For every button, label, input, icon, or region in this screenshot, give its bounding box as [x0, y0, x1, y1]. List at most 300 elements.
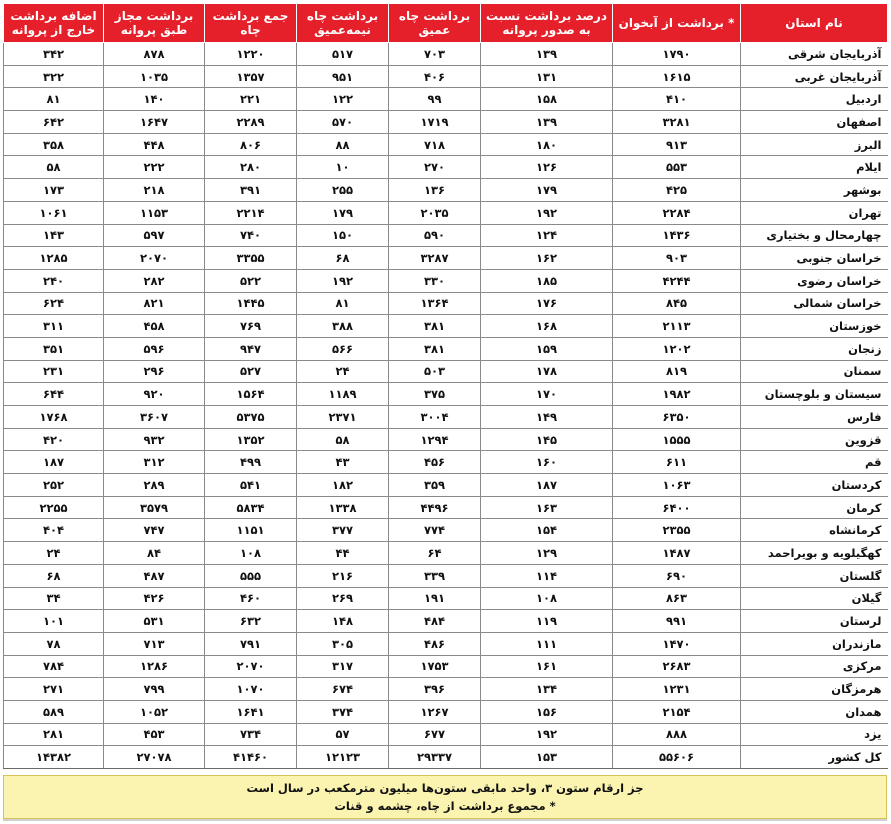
total-well-cell: ۷۶۹ — [205, 315, 297, 338]
water-withdrawal-table — [3, 3, 888, 769]
excess-cell: ۳۴۲ — [4, 43, 104, 66]
percent-cell: ۱۲۴ — [481, 224, 613, 247]
excess-cell: ۱۴۳ — [4, 224, 104, 247]
province-cell: خراسان شمالی — [741, 292, 888, 315]
total-well-cell: ۱۴۴۵ — [205, 292, 297, 315]
table-row — [4, 43, 888, 66]
table-row — [4, 133, 888, 156]
total-well-cell: ۱۲۲۰ — [205, 43, 297, 66]
total-well-cell: ۱۳۵۲ — [205, 428, 297, 451]
semi-deep-well-cell: ۱۹۲ — [297, 269, 389, 292]
excess-cell: ۲۷۱ — [4, 678, 104, 701]
percent-cell: ۱۶۳ — [481, 496, 613, 519]
excess-cell: ۲۸۱ — [4, 723, 104, 746]
percent-cell: ۱۹۲ — [481, 723, 613, 746]
province-cell: خراسان رضوی — [741, 269, 888, 292]
permitted-cell: ۵۳۱ — [104, 610, 205, 633]
table-row — [4, 179, 888, 202]
aquifer-cell: ۳۲۸۱ — [613, 111, 741, 134]
deep-well-cell: ۴۰۶ — [389, 65, 481, 88]
table-row — [4, 315, 888, 338]
aquifer-cell: ۱۷۹۰ — [613, 43, 741, 66]
aquifer-cell: ۲۱۱۳ — [613, 315, 741, 338]
permitted-cell: ۱۲۸۶ — [104, 655, 205, 678]
total-well-cell: ۵۳۷۵ — [205, 406, 297, 429]
province-cell: هرمزگان — [741, 678, 888, 701]
permitted-cell: ۱۶۴۷ — [104, 111, 205, 134]
excess-cell: ۱۷۶۸ — [4, 406, 104, 429]
header-permitted-withdrawal: برداشت مجاز طبق پروانه — [104, 4, 205, 43]
table-row — [4, 428, 888, 451]
total-well-cell: ۱۱۵۱ — [205, 519, 297, 542]
excess-cell: ۲۲۵۵ — [4, 496, 104, 519]
province-cell: خوزستان — [741, 315, 888, 338]
header-row — [4, 4, 888, 43]
header-percent-of-permit: درصد برداشت نسبت به صدور پروانه — [481, 4, 613, 43]
table-row — [4, 496, 888, 519]
deep-well-cell: ۳۲۸۷ — [389, 247, 481, 270]
table-row — [4, 678, 888, 701]
semi-deep-well-cell: ۵۷ — [297, 723, 389, 746]
header-semi-deep-well: برداشت چاه نیمه‌عمیق — [297, 4, 389, 43]
aquifer-cell: ۱۵۵۵ — [613, 428, 741, 451]
percent-cell: ۱۵۹ — [481, 337, 613, 360]
percent-cell: ۱۷۰ — [481, 383, 613, 406]
header-province: نام استان — [741, 4, 888, 43]
permitted-cell: ۲۲۲ — [104, 156, 205, 179]
total-well-cell: ۵۴۱ — [205, 474, 297, 497]
percent-cell: ۱۴۹ — [481, 406, 613, 429]
total-well-cell: ۳۹۱ — [205, 179, 297, 202]
semi-deep-well-cell: ۴۳ — [297, 451, 389, 474]
percent-cell: ۱۶۲ — [481, 247, 613, 270]
footnote-units: جز ارقام ستون ۳، واحد مابقی ستون‌ها میلیون مترمکعب در سال است — [246, 781, 644, 795]
permitted-cell: ۲۸۲ — [104, 269, 205, 292]
aquifer-cell: ۶۳۵۰ — [613, 406, 741, 429]
province-cell: زنجان — [741, 337, 888, 360]
water-withdrawal-table-wrapper — [3, 3, 887, 769]
percent-cell: ۱۶۰ — [481, 451, 613, 474]
percent-cell: ۱۷۶ — [481, 292, 613, 315]
semi-deep-well-cell: ۱۸۲ — [297, 474, 389, 497]
province-cell: کرمانشاه — [741, 519, 888, 542]
table-row-total — [4, 746, 888, 769]
deep-well-cell: ۳۷۵ — [389, 383, 481, 406]
excess-cell: ۱۰۶۱ — [4, 201, 104, 224]
permitted-cell: ۳۵۷۹ — [104, 496, 205, 519]
semi-deep-well-cell: ۵۶۶ — [297, 337, 389, 360]
table-row — [4, 723, 888, 746]
total-well-cell: ۸۰۶ — [205, 133, 297, 156]
province-cell: قم — [741, 451, 888, 474]
aquifer-cell: ۴۱۰ — [613, 88, 741, 111]
province-cell: لرستان — [741, 610, 888, 633]
excess-cell: ۶۴۴ — [4, 383, 104, 406]
footnote-asterisk: * مجموع برداشت از چاه، چشمه و قنات — [334, 799, 556, 813]
aquifer-cell: ۸۸۸ — [613, 723, 741, 746]
total-well-cell: ۲۸۰ — [205, 156, 297, 179]
aquifer-cell: ۹۰۳ — [613, 247, 741, 270]
permitted-cell: ۲۷۰۷۸ — [104, 746, 205, 769]
excess-cell: ۳۱۱ — [4, 315, 104, 338]
deep-well-cell: ۳۰۰۴ — [389, 406, 481, 429]
table-row — [4, 610, 888, 633]
semi-deep-well-cell: ۱۷۹ — [297, 201, 389, 224]
province-cell: آذربایجان شرقی — [741, 43, 888, 66]
province-cell: گلستان — [741, 564, 888, 587]
table-row — [4, 655, 888, 678]
table-row — [4, 383, 888, 406]
table-row — [4, 65, 888, 88]
semi-deep-well-cell: ۵۱۷ — [297, 43, 389, 66]
deep-well-cell: ۶۷۷ — [389, 723, 481, 746]
semi-deep-well-cell: ۶۷۴ — [297, 678, 389, 701]
aquifer-cell: ۱۲۳۱ — [613, 678, 741, 701]
permitted-cell: ۱۰۳۵ — [104, 65, 205, 88]
permitted-cell: ۱۴۰ — [104, 88, 205, 111]
excess-cell: ۲۵۲ — [4, 474, 104, 497]
percent-cell: ۱۲۶ — [481, 156, 613, 179]
permitted-cell: ۳۶۰۷ — [104, 406, 205, 429]
excess-cell: ۸۱ — [4, 88, 104, 111]
percent-cell: ۱۷۹ — [481, 179, 613, 202]
aquifer-cell: ۱۹۸۲ — [613, 383, 741, 406]
percent-cell: ۱۷۸ — [481, 360, 613, 383]
excess-cell: ۱۲۸۵ — [4, 247, 104, 270]
permitted-cell: ۴۴۸ — [104, 133, 205, 156]
deep-well-cell: ۷۷۴ — [389, 519, 481, 542]
province-cell: سمنان — [741, 360, 888, 383]
percent-cell: ۱۱۹ — [481, 610, 613, 633]
province-cell: سیستان و بلوچستان — [741, 383, 888, 406]
semi-deep-well-cell: ۲۴ — [297, 360, 389, 383]
percent-cell: ۱۵۴ — [481, 519, 613, 542]
percent-cell: ۱۳۹ — [481, 43, 613, 66]
total-well-cell: ۴۹۹ — [205, 451, 297, 474]
table-row — [4, 587, 888, 610]
table-row — [4, 360, 888, 383]
percent-cell: ۱۳۹ — [481, 111, 613, 134]
permitted-cell: ۴۸۷ — [104, 564, 205, 587]
total-well-cell: ۱۰۷۰ — [205, 678, 297, 701]
table-row — [4, 247, 888, 270]
permitted-cell: ۴۲۶ — [104, 587, 205, 610]
aquifer-cell: ۱۴۳۶ — [613, 224, 741, 247]
excess-cell: ۱۷۳ — [4, 179, 104, 202]
semi-deep-well-cell: ۶۸ — [297, 247, 389, 270]
permitted-cell: ۴۵۳ — [104, 723, 205, 746]
total-well-cell: ۱۰۸ — [205, 542, 297, 565]
deep-well-cell: ۴۸۴ — [389, 610, 481, 633]
semi-deep-well-cell: ۲۳۷۱ — [297, 406, 389, 429]
province-cell: اصفهان — [741, 111, 888, 134]
permitted-cell: ۸۴ — [104, 542, 205, 565]
percent-cell: ۱۸۵ — [481, 269, 613, 292]
permitted-cell: ۱۰۵۲ — [104, 700, 205, 723]
aquifer-cell: ۲۳۵۵ — [613, 519, 741, 542]
aquifer-cell: ۵۵۶۰۶ — [613, 746, 741, 769]
aquifer-cell: ۸۴۵ — [613, 292, 741, 315]
deep-well-cell: ۱۹۱ — [389, 587, 481, 610]
total-well-cell: ۲۰۷۰ — [205, 655, 297, 678]
excess-cell: ۶۴۲ — [4, 111, 104, 134]
deep-well-cell: ۳۸۱ — [389, 315, 481, 338]
province-cell: ایلام — [741, 156, 888, 179]
permitted-cell: ۷۴۷ — [104, 519, 205, 542]
aquifer-cell: ۵۵۳ — [613, 156, 741, 179]
percent-cell: ۱۱۱ — [481, 632, 613, 655]
province-cell: چهارمحال و بختیاری — [741, 224, 888, 247]
semi-deep-well-cell: ۴۴ — [297, 542, 389, 565]
semi-deep-well-cell: ۹۵۱ — [297, 65, 389, 88]
semi-deep-well-cell: ۱۵۰ — [297, 224, 389, 247]
excess-cell: ۱۴۳۸۲ — [4, 746, 104, 769]
province-cell: قزوین — [741, 428, 888, 451]
semi-deep-well-cell: ۳۸۸ — [297, 315, 389, 338]
total-well-cell: ۵۲۷ — [205, 360, 297, 383]
permitted-cell: ۲۱۸ — [104, 179, 205, 202]
province-cell: کهگیلویه و بویراحمد — [741, 542, 888, 565]
header-excess-withdrawal: اضافه برداشت خارج از پروانه — [4, 4, 104, 43]
semi-deep-well-cell: ۱۲۲ — [297, 88, 389, 111]
total-well-cell: ۱۶۴۱ — [205, 700, 297, 723]
total-well-cell: ۶۳۲ — [205, 610, 297, 633]
total-well-cell: ۴۶۰ — [205, 587, 297, 610]
excess-cell: ۲۴ — [4, 542, 104, 565]
total-well-cell: ۲۲۱ — [205, 88, 297, 111]
total-well-cell: ۵۸۳۴ — [205, 496, 297, 519]
semi-deep-well-cell: ۲۵۵ — [297, 179, 389, 202]
province-cell: همدان — [741, 700, 888, 723]
deep-well-cell: ۵۹۰ — [389, 224, 481, 247]
bottom-divider — [3, 819, 887, 821]
table-row — [4, 292, 888, 315]
deep-well-cell: ۱۲۹۴ — [389, 428, 481, 451]
table-row — [4, 269, 888, 292]
semi-deep-well-cell: ۱۰ — [297, 156, 389, 179]
semi-deep-well-cell: ۵۷۰ — [297, 111, 389, 134]
aquifer-cell: ۲۶۸۳ — [613, 655, 741, 678]
aquifer-cell: ۲۱۵۴ — [613, 700, 741, 723]
total-well-cell: ۷۹۱ — [205, 632, 297, 655]
permitted-cell: ۵۹۷ — [104, 224, 205, 247]
aquifer-cell: ۹۹۱ — [613, 610, 741, 633]
deep-well-cell: ۳۳۹ — [389, 564, 481, 587]
aquifer-cell: ۱۶۱۵ — [613, 65, 741, 88]
table-row — [4, 224, 888, 247]
table-body — [4, 43, 888, 769]
aquifer-cell: ۴۲۴۴ — [613, 269, 741, 292]
aquifer-cell: ۱۴۷۰ — [613, 632, 741, 655]
semi-deep-well-cell: ۱۴۸ — [297, 610, 389, 633]
footnote-box — [3, 775, 887, 819]
total-well-cell: ۱۳۵۷ — [205, 65, 297, 88]
aquifer-cell: ۹۱۳ — [613, 133, 741, 156]
excess-cell: ۲۴۰ — [4, 269, 104, 292]
aquifer-cell: ۶۱۱ — [613, 451, 741, 474]
semi-deep-well-cell: ۵۸ — [297, 428, 389, 451]
deep-well-cell: ۳۸۱ — [389, 337, 481, 360]
permitted-cell: ۵۹۶ — [104, 337, 205, 360]
province-cell: مازندران — [741, 632, 888, 655]
deep-well-cell: ۶۴ — [389, 542, 481, 565]
percent-cell: ۱۵۳ — [481, 746, 613, 769]
deep-well-cell: ۱۳۶ — [389, 179, 481, 202]
aquifer-cell: ۸۶۳ — [613, 587, 741, 610]
aquifer-cell: ۶۹۰ — [613, 564, 741, 587]
deep-well-cell: ۴۸۶ — [389, 632, 481, 655]
excess-cell: ۳۵۸ — [4, 133, 104, 156]
table-row — [4, 474, 888, 497]
percent-cell: ۱۳۴ — [481, 678, 613, 701]
permitted-cell: ۲۹۶ — [104, 360, 205, 383]
table-row — [4, 337, 888, 360]
header-deep-well: برداشت چاه عمیق — [389, 4, 481, 43]
province-cell: تهران — [741, 201, 888, 224]
table-row — [4, 88, 888, 111]
semi-deep-well-cell: ۱۱۸۹ — [297, 383, 389, 406]
semi-deep-well-cell: ۱۳۳۸ — [297, 496, 389, 519]
excess-cell: ۷۸ — [4, 632, 104, 655]
percent-cell: ۱۶۱ — [481, 655, 613, 678]
aquifer-cell: ۲۲۸۴ — [613, 201, 741, 224]
province-cell: فارس — [741, 406, 888, 429]
permitted-cell: ۳۱۲ — [104, 451, 205, 474]
province-cell: مرکزی — [741, 655, 888, 678]
excess-cell: ۶۸ — [4, 564, 104, 587]
excess-cell: ۵۸۹ — [4, 700, 104, 723]
semi-deep-well-cell: ۳۱۷ — [297, 655, 389, 678]
table-row — [4, 156, 888, 179]
percent-cell: ۱۰۸ — [481, 587, 613, 610]
table-row — [4, 632, 888, 655]
aquifer-cell: ۱۲۰۲ — [613, 337, 741, 360]
deep-well-cell: ۵۰۳ — [389, 360, 481, 383]
semi-deep-well-cell: ۳۷۷ — [297, 519, 389, 542]
excess-cell: ۷۸۴ — [4, 655, 104, 678]
province-cell: البرز — [741, 133, 888, 156]
total-well-cell: ۳۳۵۵ — [205, 247, 297, 270]
percent-cell: ۱۳۱ — [481, 65, 613, 88]
percent-cell: ۱۲۹ — [481, 542, 613, 565]
permitted-cell: ۷۹۹ — [104, 678, 205, 701]
permitted-cell: ۱۱۵۳ — [104, 201, 205, 224]
province-cell: اردبیل — [741, 88, 888, 111]
total-well-cell: ۲۲۸۹ — [205, 111, 297, 134]
total-well-cell: ۱۵۶۴ — [205, 383, 297, 406]
province-cell: کردستان — [741, 474, 888, 497]
province-cell: یزد — [741, 723, 888, 746]
percent-cell: ۱۸۷ — [481, 474, 613, 497]
deep-well-cell: ۱۲۶۷ — [389, 700, 481, 723]
deep-well-cell: ۴۵۶ — [389, 451, 481, 474]
deep-well-cell: ۹۹ — [389, 88, 481, 111]
semi-deep-well-cell: ۳۰۵ — [297, 632, 389, 655]
excess-cell: ۴۰۴ — [4, 519, 104, 542]
province-cell: خراسان جنوبی — [741, 247, 888, 270]
deep-well-cell: ۳۹۶ — [389, 678, 481, 701]
deep-well-cell: ۷۱۸ — [389, 133, 481, 156]
aquifer-cell: ۶۴۰۰ — [613, 496, 741, 519]
semi-deep-well-cell: ۱۲۱۲۳ — [297, 746, 389, 769]
total-well-cell: ۵۵۵ — [205, 564, 297, 587]
excess-cell: ۳۲۲ — [4, 65, 104, 88]
permitted-cell: ۹۲۰ — [104, 383, 205, 406]
permitted-cell: ۸۷۸ — [104, 43, 205, 66]
total-well-cell: ۲۲۱۴ — [205, 201, 297, 224]
permitted-cell: ۴۵۸ — [104, 315, 205, 338]
province-cell: بوشهر — [741, 179, 888, 202]
total-well-cell: ۹۴۷ — [205, 337, 297, 360]
deep-well-cell: ۱۷۱۹ — [389, 111, 481, 134]
deep-well-cell: ۷۰۳ — [389, 43, 481, 66]
table-row — [4, 406, 888, 429]
deep-well-cell: ۳۳۰ — [389, 269, 481, 292]
excess-cell: ۲۳۱ — [4, 360, 104, 383]
deep-well-cell: ۲۹۳۳۷ — [389, 746, 481, 769]
permitted-cell: ۲۸۹ — [104, 474, 205, 497]
header-aquifer-withdrawal: * برداشت از آبخوان — [613, 4, 741, 43]
percent-cell: ۱۸۰ — [481, 133, 613, 156]
deep-well-cell: ۴۴۹۶ — [389, 496, 481, 519]
table-row — [4, 201, 888, 224]
province-cell: کرمان — [741, 496, 888, 519]
percent-cell: ۱۱۴ — [481, 564, 613, 587]
deep-well-cell: ۲۷۰ — [389, 156, 481, 179]
percent-cell: ۱۶۸ — [481, 315, 613, 338]
excess-cell: ۶۲۴ — [4, 292, 104, 315]
total-well-cell: ۷۴۰ — [205, 224, 297, 247]
table-row — [4, 111, 888, 134]
semi-deep-well-cell: ۸۸ — [297, 133, 389, 156]
permitted-cell: ۷۱۳ — [104, 632, 205, 655]
excess-cell: ۱۸۷ — [4, 451, 104, 474]
aquifer-cell: ۱۴۸۷ — [613, 542, 741, 565]
excess-cell: ۴۲۰ — [4, 428, 104, 451]
excess-cell: ۳۴ — [4, 587, 104, 610]
percent-cell: ۱۹۲ — [481, 201, 613, 224]
excess-cell: ۵۸ — [4, 156, 104, 179]
header-total-well: جمع برداشت چاه — [205, 4, 297, 43]
table-row — [4, 564, 888, 587]
permitted-cell: ۹۳۲ — [104, 428, 205, 451]
semi-deep-well-cell: ۸۱ — [297, 292, 389, 315]
province-cell: کل کشور — [741, 746, 888, 769]
deep-well-cell: ۱۷۵۳ — [389, 655, 481, 678]
province-cell: آذربایجان غربی — [741, 65, 888, 88]
total-well-cell: ۴۱۴۶۰ — [205, 746, 297, 769]
total-well-cell: ۵۲۲ — [205, 269, 297, 292]
semi-deep-well-cell: ۳۷۴ — [297, 700, 389, 723]
percent-cell: ۱۴۵ — [481, 428, 613, 451]
excess-cell: ۱۰۱ — [4, 610, 104, 633]
total-well-cell: ۷۳۴ — [205, 723, 297, 746]
aquifer-cell: ۱۰۶۳ — [613, 474, 741, 497]
permitted-cell: ۲۰۷۰ — [104, 247, 205, 270]
aquifer-cell: ۴۲۵ — [613, 179, 741, 202]
table-row — [4, 451, 888, 474]
table-row — [4, 542, 888, 565]
percent-cell: ۱۵۸ — [481, 88, 613, 111]
table-row — [4, 519, 888, 542]
percent-cell: ۱۵۶ — [481, 700, 613, 723]
deep-well-cell: ۳۵۹ — [389, 474, 481, 497]
deep-well-cell: ۱۳۶۴ — [389, 292, 481, 315]
semi-deep-well-cell: ۲۱۶ — [297, 564, 389, 587]
deep-well-cell: ۲۰۳۵ — [389, 201, 481, 224]
aquifer-cell: ۸۱۹ — [613, 360, 741, 383]
province-cell: گیلان — [741, 587, 888, 610]
